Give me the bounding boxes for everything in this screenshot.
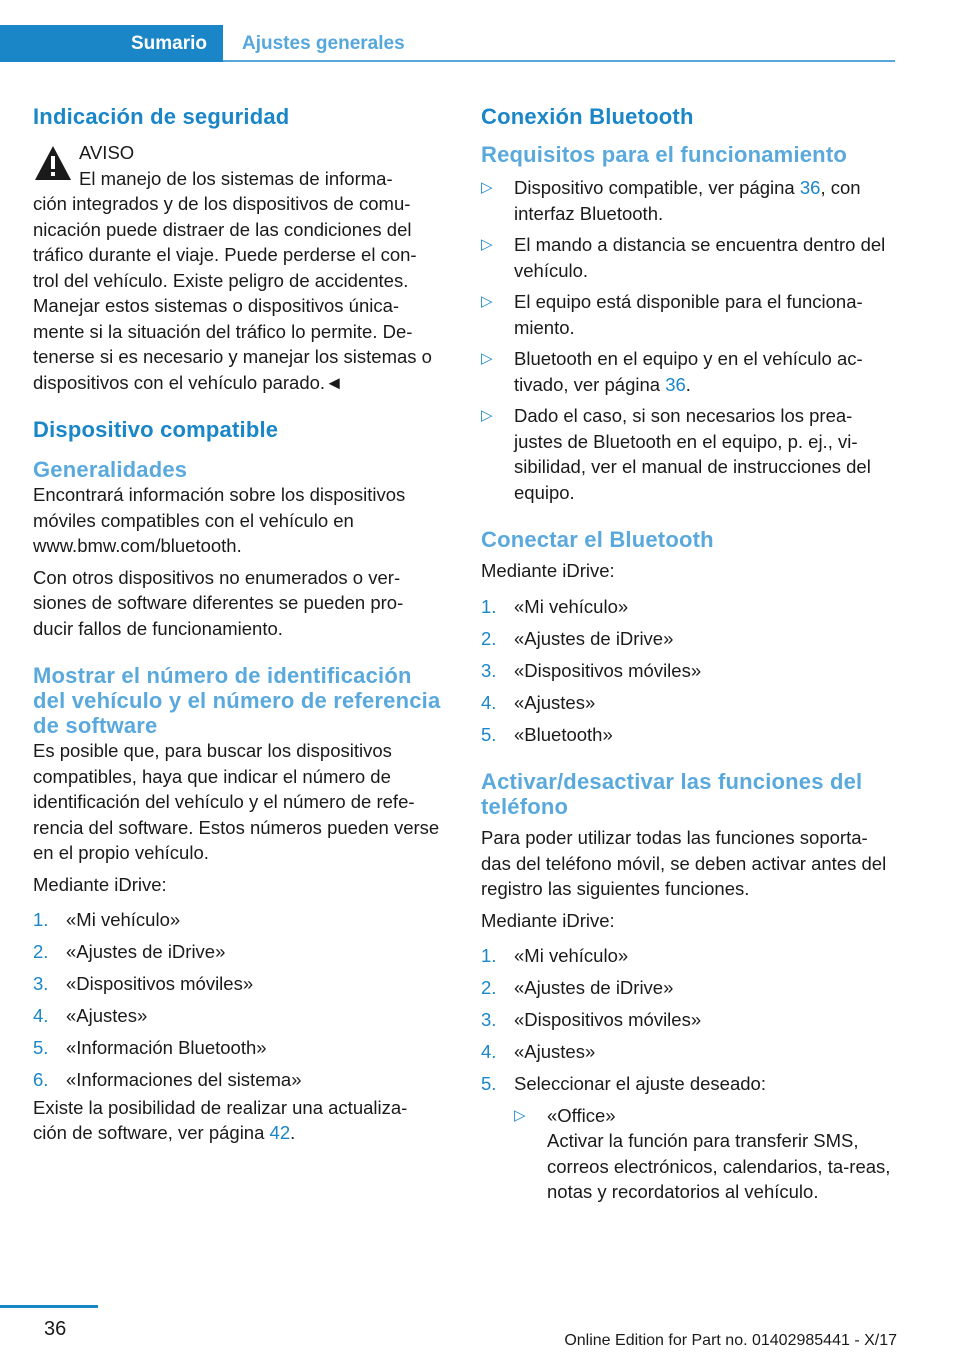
subsection-title-general: Generalidades (33, 457, 188, 482)
right-column (481, 102, 897, 1211)
page-header (0, 0, 960, 62)
compat-paragraph-1: Encontrará información sobre los dispositivos móviles compatibles con el vehículo en www.bmw.com/bluetooth. (33, 484, 406, 556)
list-item (481, 175, 897, 226)
section-title-bluetooth: Conexión Bluetooth (481, 104, 694, 129)
list-item (33, 1035, 441, 1061)
step-number: 4. (481, 691, 497, 713)
list-item (481, 658, 897, 684)
warning-label: AVISO (79, 142, 135, 163)
vin-idrive-label: Mediante iDrive: (33, 873, 167, 895)
update-text-end: . (290, 1122, 296, 1143)
phone-idrive-label: Mediante iDrive: (481, 909, 615, 931)
step-text: «Dispositivos móviles» (514, 1009, 702, 1030)
step-text: «Bluetooth» (514, 723, 613, 745)
update-text: Existe la posibilidad de realizar una actualiza-ción de software, ver página (33, 1096, 408, 1143)
step-number: 1. (481, 945, 497, 966)
step-text: «Dispositivos móviles» (66, 973, 254, 994)
header-rule (223, 60, 895, 62)
subsection-title-requirements: Requisitos para el funcionamiento (481, 142, 847, 167)
vin-paragraph-1: Es posible que, para buscar los dispositivos compatibles, haya que indicar el número de identificación del vehículo y el número de refe-rencia del software. Estos números pueden verse en el propio vehículo. (33, 740, 440, 863)
list-item (33, 971, 441, 997)
page-number: 36 (44, 1318, 67, 1340)
step-text: «Información Bluetooth» (66, 1037, 267, 1058)
req-text: , con interfaz Bluetooth. (514, 177, 861, 224)
list-item (481, 289, 897, 340)
footer-rule (0, 1305, 98, 1308)
office-sublist (514, 1103, 897, 1205)
step-number: 3. (481, 1009, 497, 1030)
list-item (33, 907, 441, 933)
req-text: El mando a distancia se encuentra dentro del vehículo. (514, 234, 886, 281)
list-item (481, 975, 897, 1001)
phone-steps-list (481, 943, 897, 1205)
triangle-bullet-icon: ▷ (481, 350, 493, 367)
vin-steps-list (33, 907, 441, 1093)
subsection-title-connect: Conectar el Bluetooth (481, 527, 714, 552)
warning-box (33, 140, 441, 395)
step-text: «Ajustes» (66, 1005, 148, 1026)
step-number: 6. (33, 1069, 49, 1090)
step-number: 4. (33, 1005, 49, 1026)
triangle-bullet-icon: ▷ (481, 407, 493, 424)
list-item (481, 722, 897, 748)
page-link-36[interactable]: 36 (665, 373, 686, 395)
list-item (481, 1039, 897, 1065)
triangle-bullet-icon: ▷ (481, 179, 493, 196)
warning-triangle-icon (33, 144, 73, 182)
compat-paragraph-2: Con otros dispositivos no enumerados o ver-siones de software diferentes se pueden pro-ducir fallos de funcionamiento. (33, 566, 404, 639)
list-item (514, 1103, 897, 1205)
tab-ajustes-generales[interactable]: Ajustes generales (242, 32, 405, 54)
section-title-compatible: Dispositivo compatible (33, 417, 279, 442)
list-item (481, 232, 897, 283)
step-number: 2. (33, 941, 49, 962)
step-text: «Ajustes de iDrive» (66, 941, 226, 962)
list-item (33, 1003, 441, 1029)
step-text: «Ajustes» (514, 691, 596, 713)
step-number: 1. (481, 595, 497, 617)
step-text: «Ajustes» (514, 1041, 596, 1062)
triangle-bullet-icon: ▷ (481, 236, 493, 253)
connect-steps-list (481, 594, 897, 748)
left-column (33, 102, 441, 1152)
step-text: «Mi vehículo» (514, 595, 629, 617)
step-number: 5. (481, 1073, 497, 1094)
step-number: 2. (481, 627, 497, 649)
list-item (33, 939, 441, 965)
req-text: El equipo está disponible para el funciona-miento. (514, 291, 863, 338)
step-text: «Dispositivos móviles» (514, 659, 702, 681)
subsection-title-vin: Mostrar el número de identificación del vehículo y el número de referencia de software (33, 663, 441, 738)
step-number: 5. (33, 1037, 49, 1058)
step-text: «Mi vehículo» (66, 909, 181, 930)
list-item (481, 690, 897, 716)
req-text: Dispositivo compatible, ver página (514, 177, 800, 198)
step-text: «Informaciones del sistema» (66, 1069, 302, 1090)
software-update-paragraph (33, 1095, 441, 1146)
list-item (481, 1071, 897, 1205)
step-number: 4. (481, 1041, 497, 1062)
list-item (481, 1007, 897, 1033)
requirements-list (481, 175, 897, 505)
step-number: 5. (481, 723, 497, 745)
step-number: 3. (33, 973, 49, 994)
office-description: Activar la función para transferir SMS, correos electrónicos, calendarios, ta-reas, notas y recordatorios al vehículo. (547, 1130, 891, 1202)
page-link-42[interactable]: 42 (269, 1122, 291, 1143)
step-number: 1. (33, 909, 49, 930)
triangle-bullet-icon: ▷ (481, 293, 493, 310)
section-title-safety: Indicación de seguridad (33, 104, 290, 129)
list-item (33, 1067, 441, 1093)
edition-note: Online Edition for Part no. 01402985441 - X/17 (564, 1332, 897, 1349)
step-text: «Mi vehículo» (514, 945, 629, 966)
req-text: Dado el caso, si son necesarios los prea-justes de Bluetooth en el equipo, p. ej., vi-sibilidad, ver el manual de instrucciones del equipo. (514, 405, 871, 503)
list-item (481, 403, 897, 505)
step-text: «Ajustes de iDrive» (514, 977, 674, 998)
phone-paragraph-1: Para poder utilizar todas las funciones soporta-das del teléfono móvil, se deben activar antes del registro las siguientes funciones. (481, 827, 887, 899)
warning-text-first-line: El manejo de los sistemas de informa- (79, 167, 393, 189)
tab-sumario[interactable]: Sumario (0, 25, 223, 62)
subsection-title-phone-functions: Activar/desactivar las funciones del teléfono (481, 769, 863, 819)
warning-text: ción integrados y de los dispositivos de comu-nicación puede distraer de las condiciones del tráfico durante el viaje. Puede perderse el con-trol del vehículo. Existe peligro de accidentes. Manejar estos sistemas o dispositivos única-mente si la situación del tráfico lo permite. De-tenerse si es necesario y manejar los sistemas o dispositivos con el vehículo parado.◄ (33, 193, 432, 393)
connect-idrive-label: Mediante iDrive: (481, 560, 615, 581)
list-item (481, 594, 897, 620)
step-text: Seleccionar el ajuste deseado: (514, 1073, 766, 1094)
step-text: «Ajustes de iDrive» (514, 627, 674, 649)
req-text: . (685, 373, 691, 395)
list-item (481, 626, 897, 652)
page-link-36[interactable]: 36 (799, 177, 821, 198)
req-text: Bluetooth en el equipo y en el vehículo ac-tivado, ver página (514, 348, 863, 395)
triangle-bullet-icon: ▷ (514, 1106, 526, 1124)
list-item (481, 346, 897, 397)
step-number: 2. (481, 977, 497, 998)
step-number: 3. (481, 659, 497, 681)
office-label: «Office» (547, 1104, 616, 1126)
list-item (481, 943, 897, 969)
